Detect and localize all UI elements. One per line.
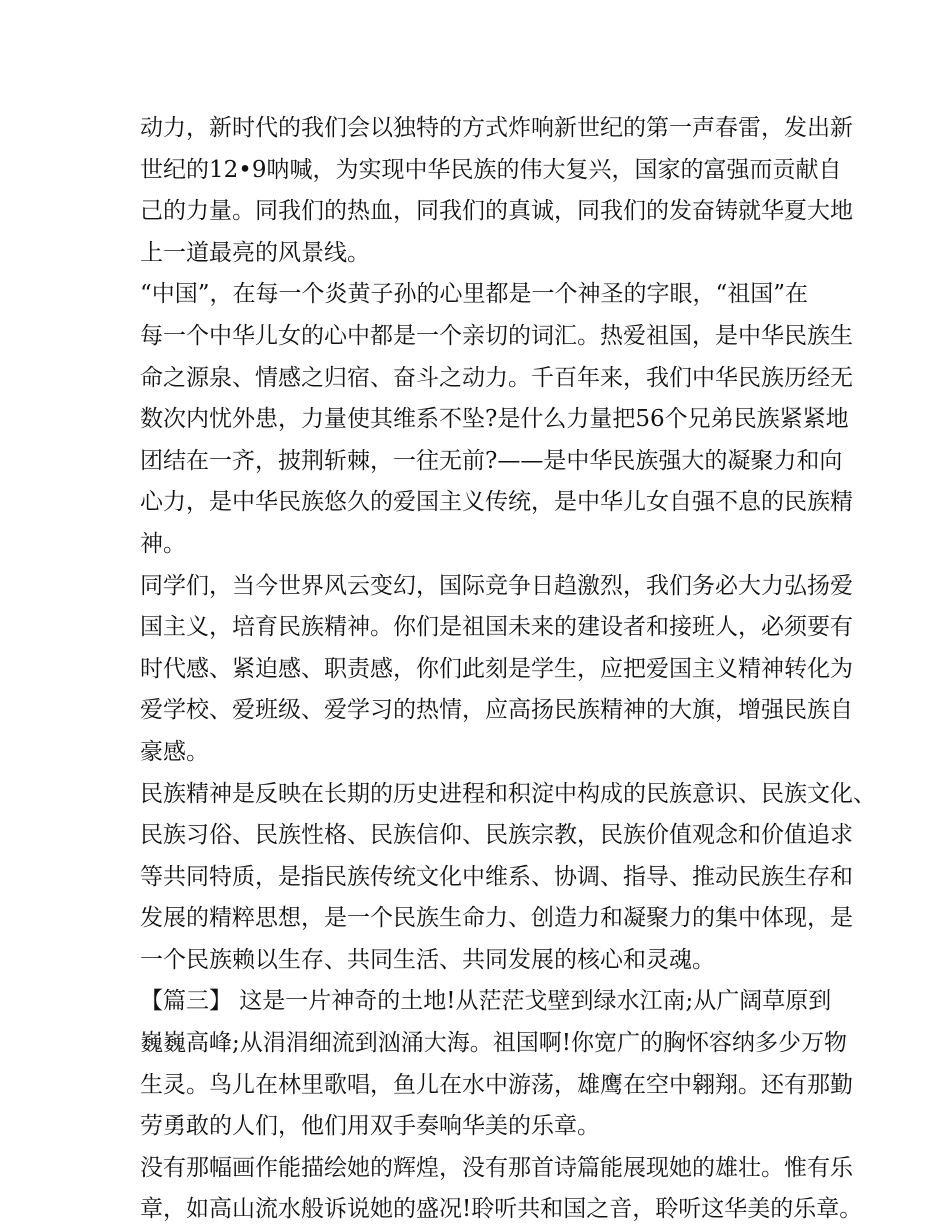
text-line: 劳勇敢的人们，他们用双手奏响华美的乐章。 — [140, 1113, 600, 1140]
text-line: 巍巍高峰;从涓涓细流到汹涌大海。祖国啊!你宽广的胸怀容纳多少万物 — [140, 1030, 847, 1057]
text-line: 章，如高山流水般诉说她的盛况!聆听共和国之音，聆听这华美的乐章。 — [140, 1196, 863, 1223]
text-line: 命之源泉、情感之归宿、奋斗之动力。千百年来，我们中华民族历经无 — [140, 364, 853, 391]
text-line: 等共同特质，是指民族传统文化中维系、协调、指导、推动民族生存和 — [140, 863, 853, 890]
text-line: 数次内忧外患，力量使其维系不坠?是什么力量把56个兄弟民族紧紧地 — [140, 406, 849, 433]
text-line: 民族精神是反映在长期的历史进程和积淀中构成的民族意识、民族文化、 — [140, 780, 876, 807]
text-line: 一个民族赖以生存、共同生活、共同发展的核心和灵魂。 — [140, 946, 715, 973]
text-line: 心力，是中华民族悠久的爱国主义传统，是中华儿女自强不息的民族精 — [140, 489, 853, 516]
text-line: “中国”，在每一个炎黄子孙的心里都是一个神圣的字眼，“祖国”在 — [140, 281, 809, 308]
text-line: 动力，新时代的我们会以独特的方式炸响新世纪的第一声春雷，发出新 — [140, 115, 853, 141]
text-line: 时代感、紧迫感、职责感，你们此刻是学生，应把爱国主义精神转化为 — [140, 655, 853, 682]
text-line: 神。 — [140, 530, 186, 557]
text-line: 爱学校、爱班级、爱学习的热情，应高扬民族精神的大旗，增强民族自 — [140, 697, 853, 724]
text-line: 同学们，当今世界风云变幻，国际竞争日趋激烈，我们务必大力弘扬爱 — [140, 572, 853, 599]
document-body — [140, 108, 876, 1231]
text-line: 豪感。 — [140, 738, 209, 765]
text-line: 世纪的12•9呐喊，为实现中华民族的伟大复兴，国家的富强而贡献自 — [140, 156, 842, 183]
text-line: 团结在一齐，披荆斩棘，一往无前?——是中华民族强大的凝聚力和向 — [140, 447, 843, 474]
text-line: 己的力量。同我们的热血，同我们的真诚，同我们的发奋铸就华夏大地 — [140, 198, 853, 225]
text-line: 民族习俗、民族性格、民族信仰、民族宗教，民族价值观念和价值追求 — [140, 822, 853, 849]
text-line: 【篇三】 这是一片神奇的土地!从茫茫戈壁到绿水江南;从广阔草原到 — [140, 988, 832, 1015]
text-line: 国主义，培育民族精神。你们是祖国未来的建设者和接班人，必须要有 — [140, 614, 853, 641]
text-line: 生灵。鸟儿在林里歌唱，鱼儿在水中游荡，雄鹰在空中翱翔。还有那勤 — [140, 1071, 853, 1098]
text-line: 发展的精粹思想，是一个民族生命力、创造力和凝聚力的集中体现，是 — [140, 905, 853, 932]
text-line: 上一道最亮的风景线。 — [140, 239, 370, 266]
text-line: 每一个中华儿女的心中都是一个亲切的词汇。热爱祖国，是中华民族生 — [140, 322, 853, 349]
text-line: 没有那幅画作能描绘她的辉煌，没有那首诗篇能展现她的雄壮。惟有乐 — [140, 1154, 853, 1181]
